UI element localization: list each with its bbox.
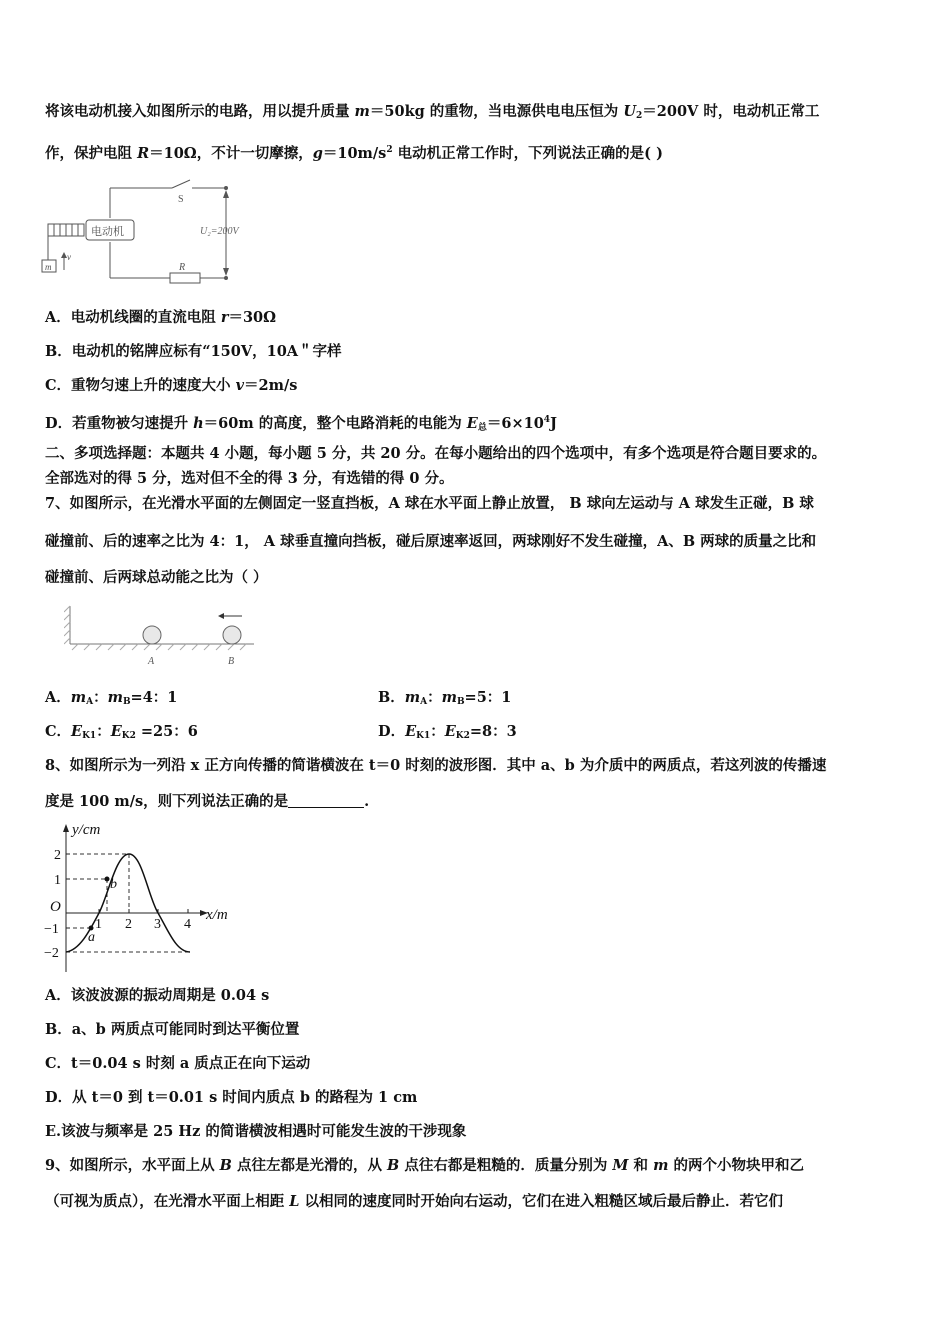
ball-a-label: A bbox=[148, 656, 155, 667]
resistor-label: R bbox=[179, 262, 186, 273]
x-tick-label: 3 bbox=[154, 917, 161, 932]
y-axis-arrow bbox=[63, 824, 69, 832]
x-axis-label: x/m bbox=[206, 907, 228, 923]
point-b-marker bbox=[105, 877, 110, 882]
q7-stem-line2: 碰撞前、后的速率之比为 4：1， A 球垂直撞向挡板，碰后原速率返回，两球刚好不发生碰撞，A、B 两球的质量之比和 bbox=[45, 533, 817, 550]
q6-circuit-figure bbox=[40, 178, 270, 288]
point-b-label: b bbox=[110, 877, 117, 892]
y-tick-label: 1 bbox=[54, 873, 61, 888]
q8-wave-graph bbox=[38, 818, 248, 978]
q7-stem-line1: 7、如图所示，在光滑水平面的左侧固定一竖直挡板，A 球在水平面上静止放置， B 球向左运动与 A 球发生正碰，B 球 bbox=[45, 495, 814, 512]
x-tick-label: 1 bbox=[95, 917, 102, 932]
wave-curve bbox=[66, 854, 190, 952]
terminal-dot-top bbox=[224, 186, 228, 190]
q6-option-a: A．电动机线圈的直流电阻 r＝30Ω bbox=[45, 309, 277, 326]
leftward-arrow bbox=[218, 613, 224, 619]
voltage-arrow-down bbox=[223, 268, 229, 276]
q6-option-b: B．电动机的铭牌应标有“150V，10A＂字样 bbox=[45, 343, 342, 360]
q8-option-d: D．从 t＝0 到 t＝0.01 s 时间内质点 b 的路程为 1 cm bbox=[45, 1089, 418, 1106]
voltage-label: U₂=200V bbox=[200, 226, 239, 237]
origin-label: O bbox=[50, 899, 61, 915]
q6-option-d: D．若重物被匀速提升 h＝60m 的高度，整个电路消耗的电能为 $E_总=6\times 10^4J$ bbox=[45, 415, 557, 433]
mass-label: m bbox=[45, 262, 52, 272]
x-tick-label: 4 bbox=[184, 917, 191, 932]
y-tick-label: −2 bbox=[44, 946, 59, 961]
q8-option-c: C．t＝0.04 s 时刻 a 质点正在向下运动 bbox=[45, 1055, 311, 1072]
q7-collision-figure bbox=[64, 604, 264, 670]
ball-b-label: B bbox=[228, 656, 235, 667]
q9-stem-line2: （可视为质点），在光滑水平面上相距 L 以相同的速度同时开始向右运动，它们在进入粗糙区域后最后静止．若它们 bbox=[45, 1193, 784, 1210]
q8-stem-line2: 度是 100 m/s，则下列说法正确的是 . bbox=[45, 793, 370, 810]
q8-option-b: B．a、b 两质点可能同时到达平衡位置 bbox=[45, 1021, 300, 1038]
q7-option-d: D．$E_{K1}$：$E_{K2}=8$：3 bbox=[378, 723, 517, 741]
ball-a bbox=[143, 626, 161, 644]
y-axis-label: y/cm bbox=[72, 822, 101, 838]
q8-option-a: A．该波波源的振动周期是 0.04 s bbox=[45, 987, 270, 1004]
motor-label: 电动机 bbox=[91, 226, 124, 238]
q7-stem-line3: 碰撞前、后两球总动能之比为（ ） bbox=[45, 569, 268, 586]
q9-stem-line1: 9、如图所示，水平面上从 B 点往左都是光滑的，从 B 点往右都是粗糙的．质量分别为 M 和 m 的两个小物块甲和乙 bbox=[45, 1157, 804, 1174]
voltage-arrow-up bbox=[223, 190, 229, 198]
q8-stem-line1: 8、如图所示为一列沿 x 正方向传播的简谐横波在 t＝0 时刻的波形图．其中 a、b 为介质中的两质点，若这列波的传播速 bbox=[45, 757, 827, 774]
velocity-label: v bbox=[67, 252, 71, 262]
ball-b bbox=[223, 626, 241, 644]
y-tick-label: 2 bbox=[54, 848, 61, 863]
q6-stem-line1: 将该电动机接入如图所示的电路，用以提升质量 m＝50kg 的重物，当电源供电电压恒为 $U_2=200V$ 时，电动机正常工 bbox=[45, 103, 820, 121]
terminal-dot-bottom bbox=[224, 276, 228, 280]
q6-stem-line2: 作，保护电阻 R＝10Ω，不计一切摩擦，$g=10m/s^2$ 电动机正常工作时，下列说法正确的是( ) bbox=[45, 145, 663, 162]
point-a-label: a bbox=[88, 930, 95, 945]
answer-blank bbox=[288, 793, 364, 808]
ground-hatch bbox=[72, 644, 246, 650]
q7-option-c: C．$E_{K1}$：$E_{K2} =25$：6 bbox=[45, 723, 198, 741]
y-tick-label: −1 bbox=[44, 922, 59, 937]
q8-option-e: E.该波与频率是 25 Hz 的简谐横波相遇时可能发生波的干涉现象 bbox=[45, 1123, 467, 1140]
x-tick-label: 2 bbox=[125, 917, 132, 932]
q6-option-c: C．重物匀速上升的速度大小 v＝2m/s bbox=[45, 377, 298, 394]
section2-header-line2: 全部选对的得 5 分，选对但不全的得 3 分，有选错的得 0 分。 bbox=[45, 470, 454, 487]
switch-label: S bbox=[178, 194, 184, 205]
section2-header-line1: 二、多项选择题：本题共 4 小题，每小题 5 分，共 20 分。在每小题给出的四个选项中，有多个选项是符合题目要求的。 bbox=[45, 445, 827, 462]
q7-option-b: B．$m_A$：$m_B=5$：1 bbox=[378, 689, 512, 707]
wall-hatch bbox=[64, 606, 70, 644]
q7-option-a: A．$m_A$：$m_B=4$：1 bbox=[45, 689, 178, 707]
